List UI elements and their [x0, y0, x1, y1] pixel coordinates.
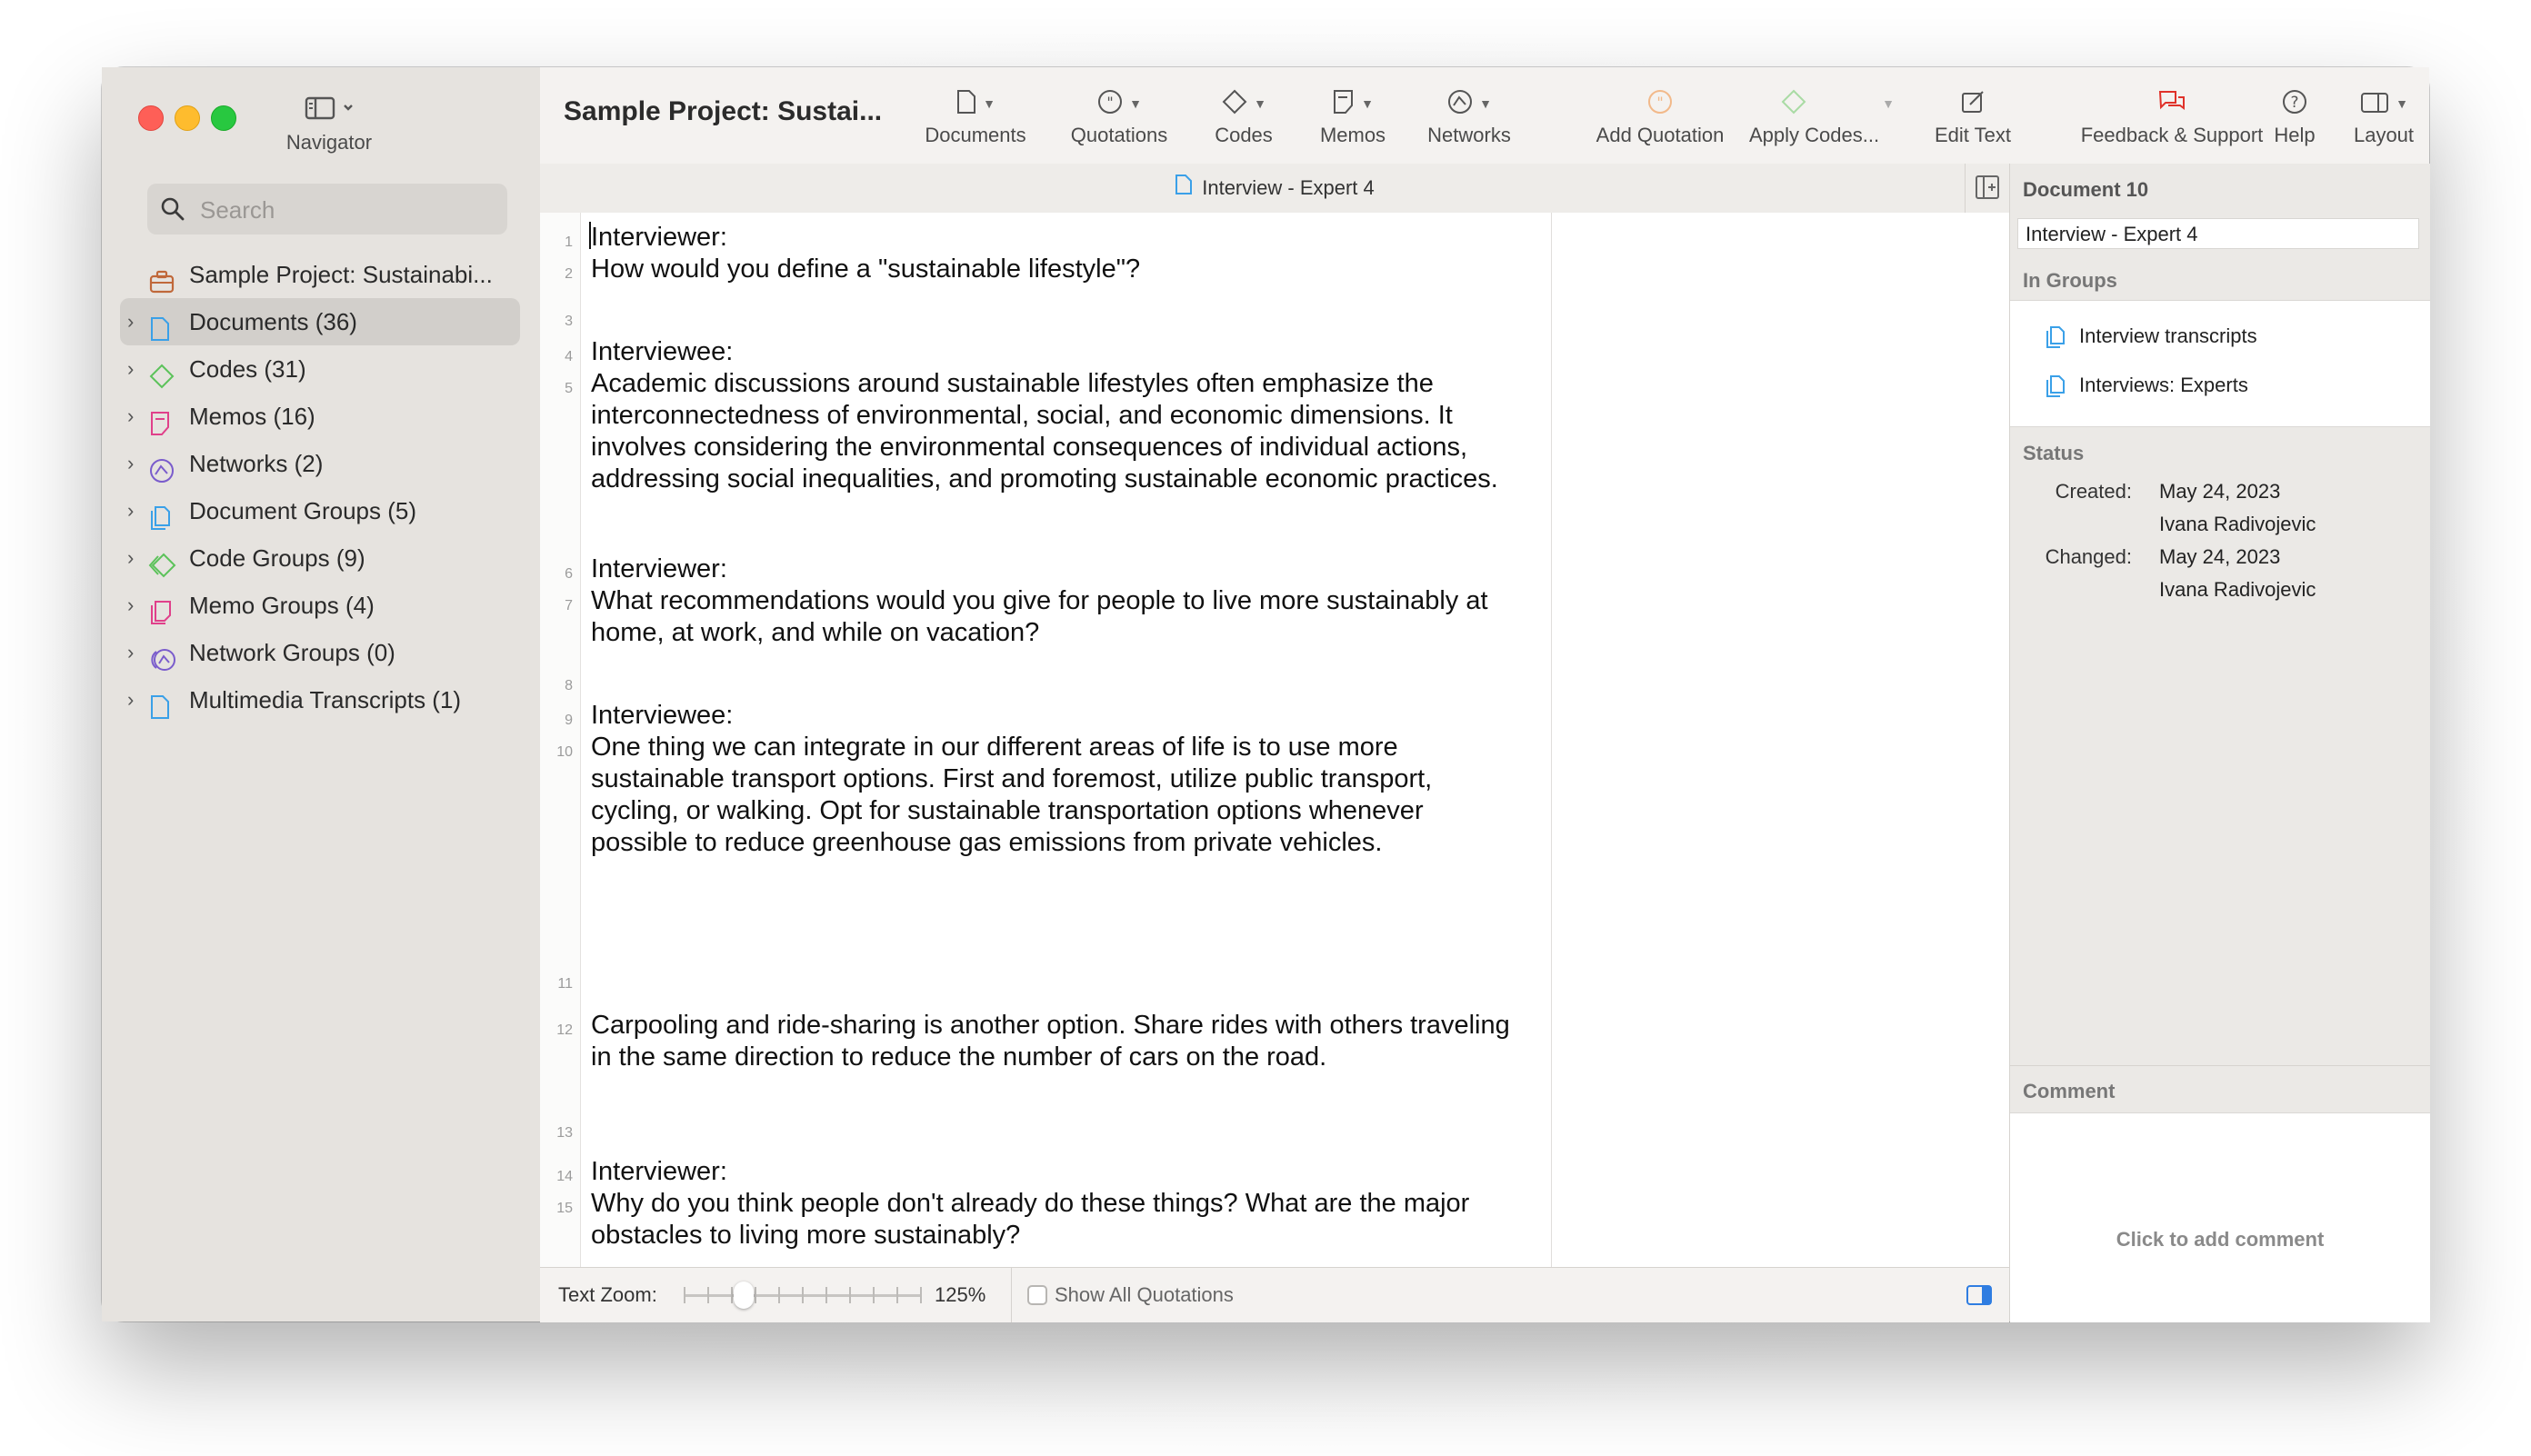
document-tab[interactable] [540, 164, 2009, 214]
line-number: 12 [556, 1022, 573, 1038]
paragraph[interactable]: One thing we can integrate in our different areas of life is to use more sustainable transport options. First and foremost, utilize public transport, cycling, or walking. Opt for sustainable transportation options whenever possible to reduce greenhouse gas emissions from private vehicles. [591, 733, 1433, 857]
sidebar-item-network-groups[interactable] [120, 629, 520, 676]
show-all-quotations-label[interactable]: Show All Quotations [1055, 1283, 1234, 1306]
search-icon [160, 196, 185, 226]
feedback-support-button[interactable] [2076, 84, 2267, 156]
divider [2010, 1065, 2430, 1066]
created-label: Created: [2055, 480, 2132, 503]
paragraph[interactable]: Interviewer: [591, 223, 727, 252]
line-number: 7 [565, 598, 573, 613]
sidebar-toggle-icon [265, 89, 393, 131]
network-icon [149, 452, 173, 475]
project-briefcase-icon [149, 263, 173, 286]
help-label: Help [2274, 124, 2316, 146]
sidebar-item-document-groups[interactable] [120, 487, 520, 534]
networks-button[interactable] [1413, 84, 1526, 156]
help-button[interactable] [2258, 84, 2331, 156]
slider-tick [920, 1287, 922, 1303]
svg-text:": " [1656, 93, 1664, 111]
sidebar [102, 67, 541, 1321]
search-field[interactable] [147, 184, 507, 234]
quotation-icon [1096, 88, 1124, 120]
apply-codes-label: Apply Codes... [1749, 124, 1880, 146]
network-icon [1446, 88, 1474, 120]
sidebar-item-label: Document Groups (5) [189, 497, 416, 524]
split-view-icon [1966, 164, 2009, 213]
navigator-button[interactable] [265, 89, 393, 171]
chevron-down-icon: ▼ [1361, 96, 1374, 111]
document-name-field[interactable]: Interview - Expert 4 [2017, 218, 2419, 249]
paragraph[interactable]: Carpooling and ride-sharing is another option. Share rides with others traveling in the same direction to reduce the number of cars on the road. [591, 1011, 1510, 1072]
line-number-gutter [540, 213, 581, 1267]
sidebar-item-label: Code Groups (9) [189, 544, 365, 572]
line-number: 2 [565, 266, 573, 282]
slider-tick [849, 1287, 851, 1303]
chevron-right-icon[interactable]: › [127, 357, 135, 380]
line-number: 13 [556, 1125, 573, 1141]
chevron-right-icon[interactable]: › [127, 499, 135, 522]
edit-pencil-icon [1959, 88, 1986, 120]
document-group-icon [2045, 374, 2066, 404]
code-diamond-icon [149, 357, 173, 381]
sidebar-item-label: Network Groups (0) [189, 639, 395, 666]
add-quotation-icon [1646, 88, 1674, 120]
search-input[interactable] [198, 191, 493, 229]
slider-tick [684, 1287, 685, 1303]
sidebar-item-label: Memo Groups (4) [189, 592, 375, 619]
line-number: 10 [556, 744, 573, 760]
minimize-window-button[interactable] [175, 105, 200, 131]
network-group-icon [149, 641, 173, 664]
changed-by: Ivana Radivojevic [2159, 578, 2316, 601]
chevron-down-icon[interactable]: ▼ [1882, 96, 1895, 111]
svg-text:?: ? [2290, 93, 2299, 112]
layout-button[interactable] [2340, 84, 2427, 156]
document-icon [955, 88, 977, 120]
layout-icon [2359, 88, 2390, 120]
groups-list [2010, 300, 2430, 427]
created-date: May 24, 2023 [2159, 480, 2281, 503]
quotations-button[interactable] [1055, 84, 1184, 156]
document-view[interactable] [540, 213, 2009, 1267]
inspector-title: Document 10 [2023, 178, 2149, 201]
app-window [102, 67, 2429, 1321]
sidebar-item-label: Memos (16) [189, 403, 315, 430]
changed-label: Changed: [2045, 545, 2132, 568]
memo-icon [1332, 88, 1356, 120]
comment-heading: Comment [2023, 1080, 2116, 1102]
line-number: 14 [556, 1169, 573, 1184]
sidebar-item-documents[interactable] [120, 298, 520, 345]
help-icon [2281, 88, 2308, 120]
transcript-icon [149, 688, 173, 712]
navigator-label: Navigator [285, 131, 373, 154]
slider-tick [825, 1287, 827, 1303]
apply-codes-button[interactable] [1742, 84, 1933, 156]
text-zoom-value: 125% [935, 1283, 986, 1306]
slider-tick [802, 1287, 804, 1303]
codes-label: Codes [1215, 124, 1273, 146]
documents-label: Documents [925, 124, 1026, 146]
chevron-down-icon: ▼ [2396, 96, 2408, 111]
document-icon [149, 310, 173, 334]
line-number: 15 [556, 1201, 573, 1216]
document-icon [1175, 165, 1193, 214]
codes-button[interactable] [1195, 84, 1293, 156]
text-zoom-slider[interactable] [684, 1294, 922, 1297]
chevron-right-icon[interactable]: › [127, 593, 135, 616]
chevron-right-icon[interactable]: › [127, 641, 135, 663]
line-number: 3 [565, 314, 573, 329]
group-label: Interviews: Experts [2079, 374, 2248, 396]
memo-group-icon [149, 593, 173, 617]
apply-codes-icon [1780, 88, 1807, 120]
chevron-down-icon: ▼ [1254, 96, 1266, 111]
slider-tick [755, 1287, 756, 1303]
paragraph[interactable]: What recommendations would you give for people to live more sustainably at home, at work, and while on vacation? [591, 586, 1488, 647]
paragraph[interactable]: Interviewer: [591, 554, 727, 583]
documents-button[interactable] [916, 84, 1035, 156]
slider-tick [731, 1287, 733, 1303]
chevron-right-icon[interactable]: › [127, 404, 135, 427]
code-group-icon [149, 546, 173, 570]
status-heading: Status [2023, 442, 2085, 464]
memos-button[interactable] [1304, 84, 1402, 156]
slider-tick [778, 1287, 780, 1303]
chevron-right-icon[interactable]: › [127, 310, 135, 333]
close-window-button[interactable] [138, 105, 164, 131]
chevron-down-icon: ▼ [1129, 96, 1142, 111]
code-diamond-icon [1221, 88, 1248, 120]
changed-date: May 24, 2023 [2159, 545, 2281, 568]
group-label: Interview transcripts [2079, 324, 2257, 347]
comment-placeholder: Click to add comment [2116, 1228, 2325, 1251]
sidebar-item-label: Documents (36) [189, 308, 357, 335]
text-zoom-label: Text Zoom: [558, 1283, 657, 1306]
sidebar-item-code-groups[interactable] [120, 534, 520, 582]
show-all-quotations-checkbox[interactable] [1027, 1285, 1047, 1305]
svg-text:": " [1106, 93, 1114, 111]
feedback-label: Feedback & Support [2080, 124, 2264, 146]
sidebar-item-multimedia-transcripts[interactable] [120, 676, 520, 723]
sidebar-item-label: Multimedia Transcripts (1) [189, 686, 462, 713]
paragraph[interactable]: Academic discussions around sustainable lifestyles often emphasize the interconnectedness of environmental, social, and economic dimensions. It involves considering the environmental consequences of individual actions, addressing social inequalities, and promoting sustainable economic practices. [591, 369, 1498, 494]
zoom-window-button[interactable] [211, 105, 236, 131]
memos-label: Memos [1319, 124, 1386, 146]
line-number: 5 [565, 381, 573, 396]
sidebar-item-memo-groups[interactable] [120, 582, 520, 629]
line-number: 4 [565, 349, 573, 364]
project-item-label: Sample Project: Sustainabi... [189, 261, 493, 288]
quotations-label: Quotations [1070, 124, 1168, 146]
sidebar-item-label: Networks (2) [189, 450, 324, 477]
project-item[interactable] [120, 251, 520, 298]
sidebar-item-codes[interactable] [120, 345, 520, 393]
sidebar-item-label: Codes (31) [189, 355, 306, 383]
paragraph[interactable]: Why do you think people don't already do these things? What are the major obstacles to living more sustainably? [591, 1189, 1470, 1250]
split-view-button[interactable] [1965, 164, 2009, 213]
chevron-right-icon[interactable]: › [127, 688, 135, 711]
slider-tick [896, 1287, 898, 1303]
memo-icon [149, 404, 173, 428]
edit-text-label: Edit Text [1935, 124, 2011, 146]
toolbar [540, 67, 2429, 165]
inspector-toggle-icon [1966, 1283, 1993, 1307]
paragraph[interactable]: Interviewee: [591, 337, 734, 366]
line-number: 6 [565, 566, 573, 582]
line-number: 9 [565, 713, 573, 728]
add-quotation-button[interactable] [1587, 84, 1733, 156]
add-quotation-label: Add Quotation [1596, 124, 1725, 146]
chevron-down-icon: ▼ [983, 96, 995, 111]
document-status-bar [540, 1267, 2009, 1322]
inspector-panel [2009, 164, 2430, 1321]
paragraph[interactable]: How would you define a "sustainable lifestyle"? [591, 254, 1141, 284]
created-by: Ivana Radivojevic [2159, 513, 2316, 535]
inspector-toggle-button[interactable] [1966, 1283, 1993, 1312]
sidebar-item-networks[interactable] [120, 440, 520, 487]
divider [1011, 1268, 1012, 1322]
line-number: 11 [557, 976, 573, 992]
sidebar-item-memos[interactable] [120, 393, 520, 440]
paragraph[interactable]: Interviewer: [591, 1157, 727, 1186]
chevron-down-icon: ▼ [1479, 96, 1492, 111]
in-groups-heading: In Groups [2023, 269, 2117, 292]
document-group-icon [2045, 325, 2066, 354]
chevron-right-icon[interactable]: › [127, 546, 135, 569]
slider-tick [873, 1287, 875, 1303]
navigator-tree [120, 251, 520, 723]
edit-text-button[interactable] [1918, 84, 2027, 156]
document-tab-bar [540, 164, 2009, 214]
layout-label: Layout [2353, 124, 2415, 146]
slider-knob[interactable] [734, 1281, 754, 1309]
document-group-icon [149, 499, 173, 523]
networks-label: Networks [1427, 124, 1511, 146]
slider-tick [707, 1287, 709, 1303]
line-number: 1 [565, 234, 573, 250]
comment-area[interactable] [2010, 1112, 2430, 1322]
line-number: 8 [565, 678, 573, 693]
window-title: Sample Project: Sustai... [564, 96, 883, 126]
feedback-chat-icon [2157, 88, 2186, 120]
chevron-right-icon[interactable]: › [127, 452, 135, 474]
document-tab-title: Interview - Expert 4 [1202, 176, 1375, 199]
paragraph[interactable]: Interviewee: [591, 701, 734, 730]
margin-area-divider [1551, 213, 1552, 1267]
